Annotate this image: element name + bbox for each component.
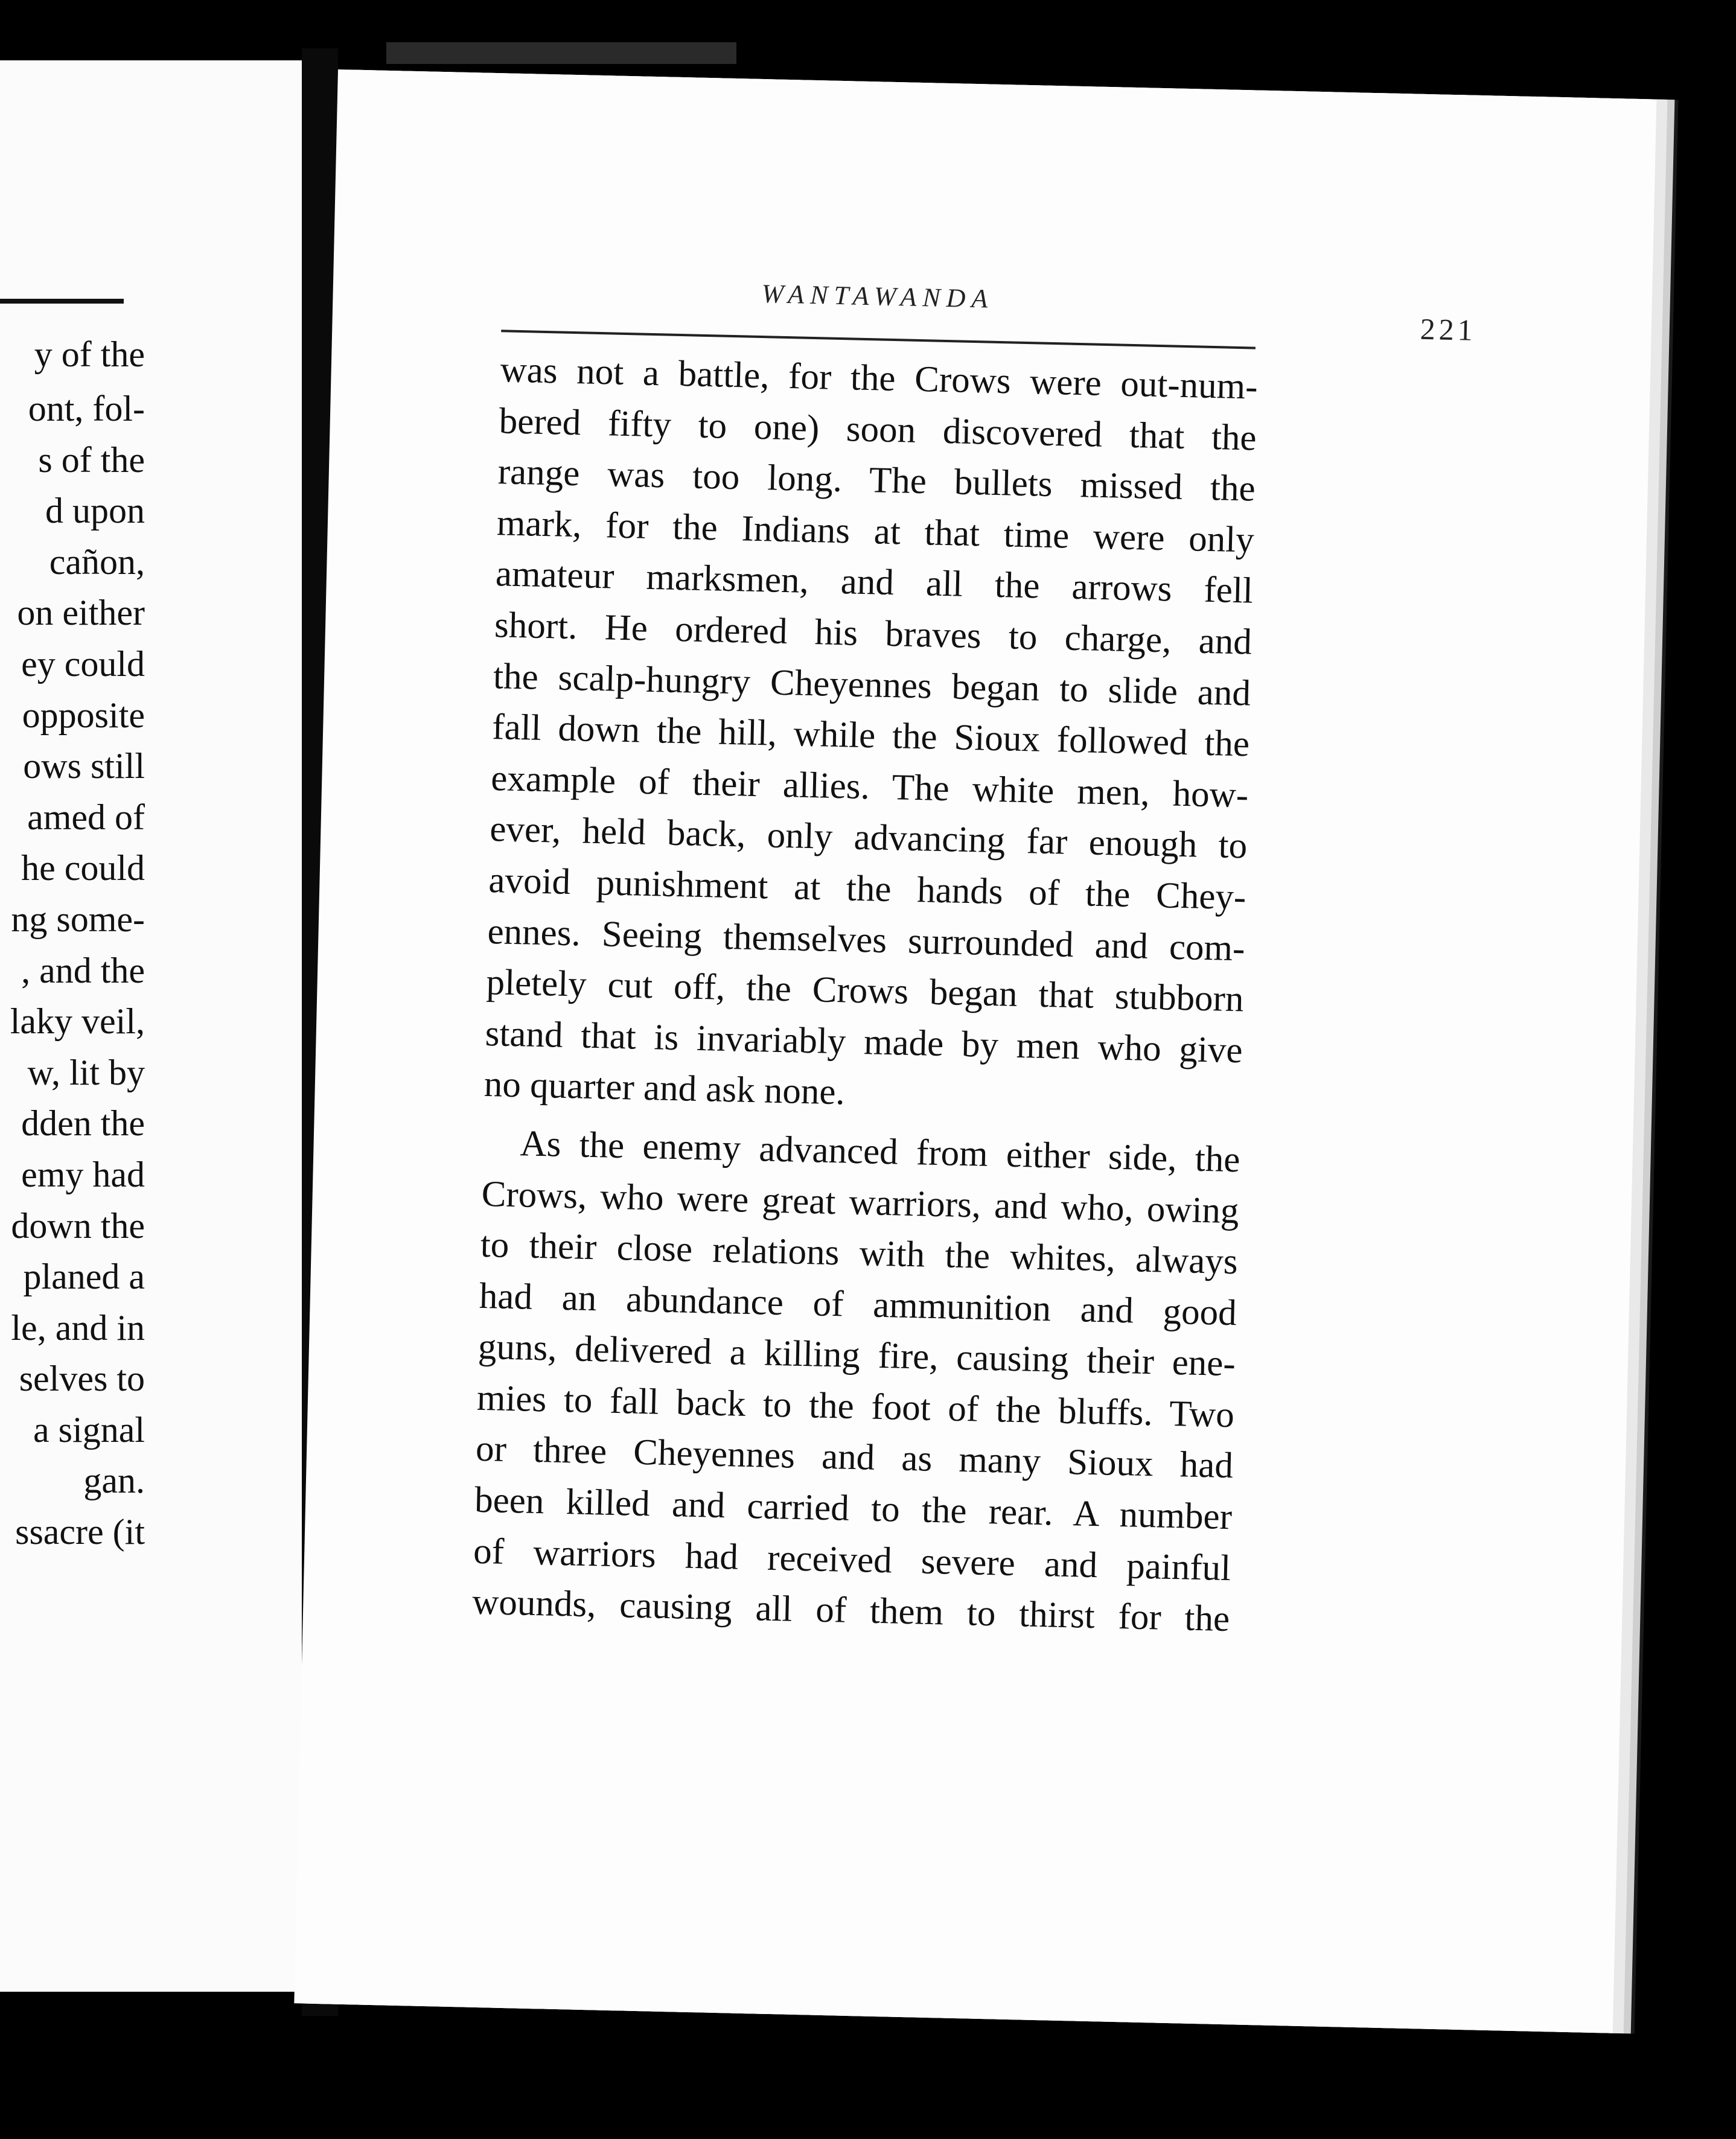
left-text-line: opposite: [22, 695, 145, 735]
text-line: the scalp-hungry Cheyennes began to slide and: [493, 655, 1251, 714]
text-line: amateur marksmen, and all the arrows fell: [495, 553, 1254, 611]
text-line: ennes. Seeing themselves surrounded and com-: [487, 911, 1246, 969]
left-page-text: [10, 334, 145, 1558]
left-text-line: gan.: [83, 1461, 145, 1501]
text-line: As the enemy advanced from either side, the: [519, 1123, 1241, 1181]
text-line: been killed and carried to the rear. A number: [474, 1479, 1233, 1538]
text-line: pletely cut off, the Crows began that stubborn: [485, 962, 1245, 1020]
text-line: range was too long. The bullets missed the: [497, 451, 1256, 509]
text-line: mies to fall back to the foot of the bluffs. Two: [476, 1377, 1235, 1436]
text-line: short. He ordered his braves to charge, and: [494, 605, 1253, 663]
left-text-line: emy had: [21, 1154, 145, 1194]
paragraph: [483, 345, 1258, 1127]
left-text-line: ont, fol-: [28, 389, 145, 429]
page-number: 221: [1420, 311, 1477, 347]
text-line: mark, for the Indians at that time were only: [496, 502, 1255, 561]
text-line: stand that is invariably made by men who give: [485, 1013, 1243, 1071]
body-text: [471, 345, 1258, 1645]
left-text-line: cañon,: [49, 541, 145, 582]
left-text-line: s of the: [38, 439, 145, 480]
text-line: Crows, who were great warriors, and who, owing: [481, 1173, 1240, 1231]
text-line: guns, delivered a killing fire, causing their ene-: [477, 1327, 1236, 1385]
text-line: fall down the hill, while the Sioux followed the: [491, 707, 1250, 765]
left-text-line: a signal: [33, 1409, 145, 1450]
left-text-line: dden the: [21, 1103, 145, 1144]
text-line: of warriors had received severe and painful: [473, 1531, 1231, 1589]
left-text-line: on either: [17, 593, 145, 633]
left-text-line: ows still: [23, 746, 145, 786]
text-line: or three Cheyennes and as many Sioux had: [475, 1429, 1234, 1487]
left-text-line: he could: [21, 848, 145, 888]
text-line: avoid punishment at the hands of the Chey-: [488, 859, 1247, 918]
text-line: no quarter and ask none.: [483, 1064, 846, 1113]
text-line: bered fifty to one) soon discovered that the: [499, 400, 1257, 459]
left-text-line: amed of: [27, 797, 145, 837]
paragraph: [471, 1118, 1240, 1645]
left-text-line: down the: [11, 1205, 145, 1246]
left-facing-page: [0, 60, 305, 1992]
text-line: example of their allies. The white men, how-: [490, 757, 1249, 816]
left-text-line: planed a: [23, 1257, 145, 1297]
book-top-edge: [386, 42, 736, 64]
left-text-line: le, and in: [11, 1307, 145, 1348]
left-text-line: ssacre (it: [15, 1512, 145, 1552]
text-line: wounds, causing all of them to thirst for the: [471, 1581, 1230, 1640]
running-head: WANTAWANDA: [761, 279, 994, 314]
left-head-rule: [0, 299, 124, 304]
text-line: was not a battle, for the Crows were out-num-: [500, 349, 1259, 407]
text-line: ever, held back, only advancing far enough to: [489, 809, 1248, 867]
left-text-line: laky veil,: [10, 1001, 145, 1042]
head-rule: [501, 330, 1256, 349]
scan-speck: [1467, 42, 1473, 48]
left-text-line: ey could: [21, 643, 145, 684]
left-text-line: ng some-: [11, 899, 145, 939]
text-line: to their close relations with the whites, always: [480, 1224, 1239, 1283]
left-text-line: y of the: [34, 334, 145, 374]
left-text-line: w, lit by: [27, 1052, 145, 1092]
left-text-line: , and the: [21, 950, 145, 990]
right-page: [294, 69, 1656, 2033]
left-text-line: d upon: [45, 491, 145, 531]
text-line: had an abundance of ammunition and good: [479, 1275, 1237, 1333]
scan-speck: [1687, 392, 1692, 404]
left-text-line: selves to: [19, 1359, 145, 1399]
